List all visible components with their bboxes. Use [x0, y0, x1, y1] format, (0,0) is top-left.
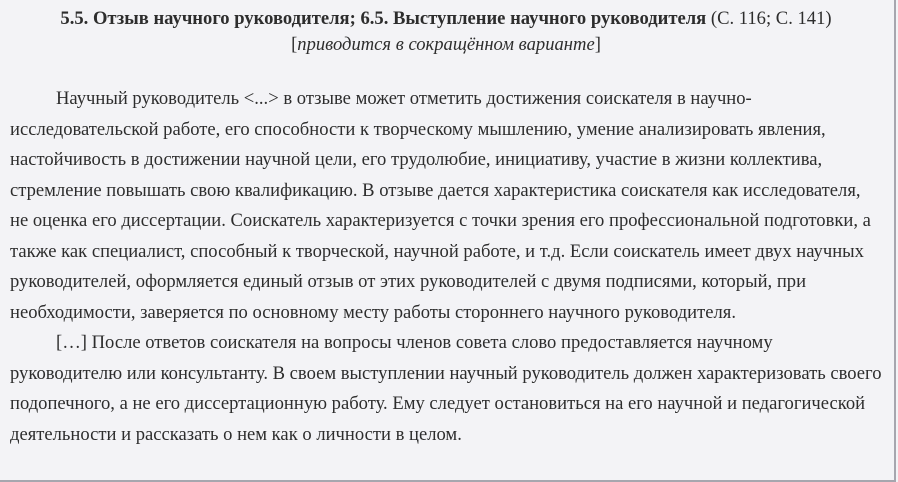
section-title: 5.5. Отзыв научного руководителя; 6.5. Выступление научного руководителя — [60, 8, 707, 29]
note-text: приводится в сокращённом варианте — [297, 34, 595, 55]
note-bracket-close: ] — [594, 34, 601, 55]
note-bracket-open: [ — [291, 34, 298, 55]
abridged-note — [10, 32, 882, 58]
document-content — [10, 6, 882, 450]
paragraph-review: Научный руководитель <...> в отзыве может отметить достижения соискателя в научно-исследовательской работе, его способности к творческому мышлению, умение анализировать явления, настойчивость в достижении научной цели, его трудолюбие, инициативу, участие в жизни коллектива, стремление повышать свою квалификацию. В отзыве дается характеристика соискателя как исследователя, не оценка его диссертации. Соискатель характеризуется с точки зрения его профессиональной подготовки, а также как специалист, способный к творческой, научной работе, и т.д. Если соискатель имеет двух научных руководителей, оформляется единый отзыв от этих руководителей с двумя подписями, который, при необходимости, заверяется по основному месту работы стороннего научного руководителя. — [10, 88, 871, 323]
paragraph-speech: […] После ответов соискателя на вопросы членов совета слово предоставляется научному руководителю или консультанту. В своем выступлении научный руководитель должен характеризовать своего подопечного, а не его диссертационную работу. Ему следует остановиться на его научной и педагогической деятельности и рассказать о нем как о личности в целом. — [10, 332, 882, 445]
section-heading — [10, 6, 882, 32]
page-references: (С. 116; С. 141) — [706, 8, 832, 29]
spacer — [10, 58, 882, 84]
